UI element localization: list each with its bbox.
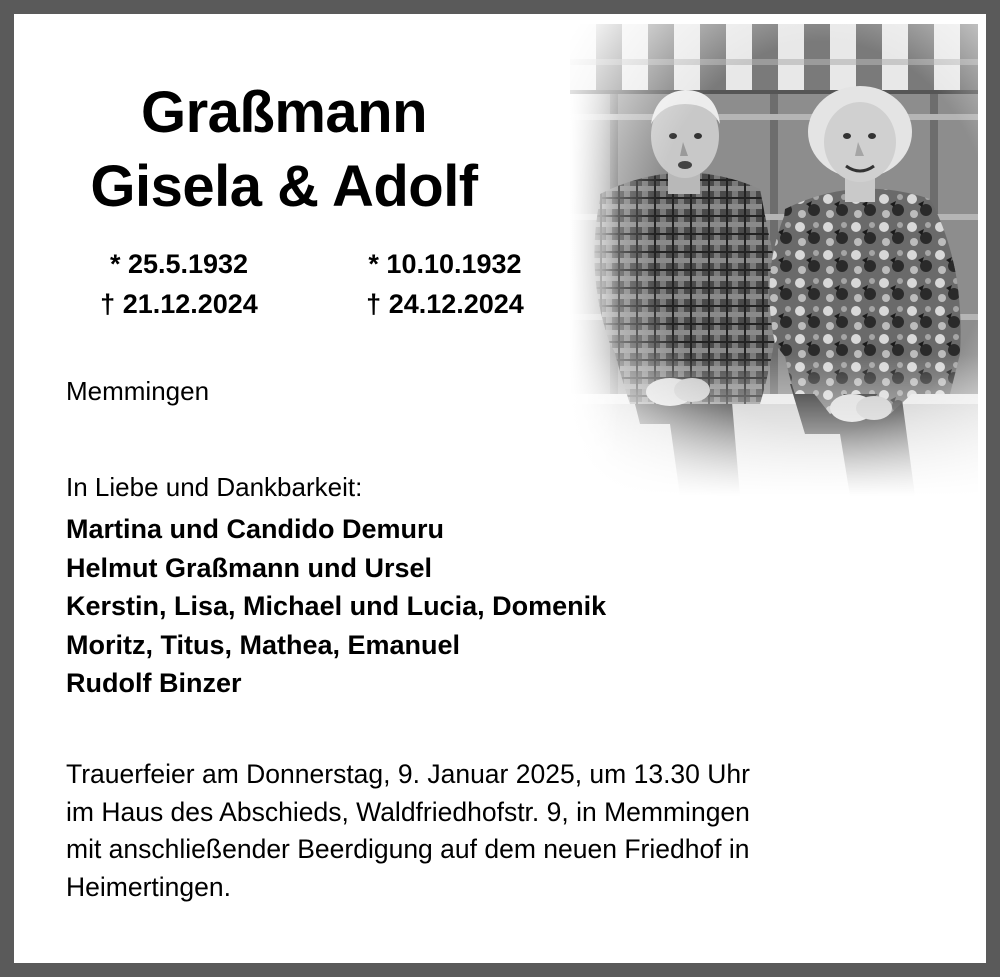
family-line: Kerstin, Lisa, Michael und Lucia, Domenik	[66, 591, 607, 621]
given-names-heading: Gisela & Adolf	[90, 154, 478, 219]
surname-heading: Graßmann	[140, 80, 428, 145]
service-line: Heimertingen.	[66, 871, 231, 902]
service-details	[66, 756, 966, 906]
intro-text: In Liebe und Dankbarkeit:	[66, 472, 363, 502]
family-line: Moritz, Titus, Mathea, Emanuel	[66, 629, 461, 660]
obituary-notice	[11, 11, 989, 966]
couple-photo	[570, 24, 978, 496]
service-line: mit anschließender Beerdigung auf dem neuen Friedhof in	[66, 834, 750, 864]
family-line: Rudolf Binzer	[66, 668, 242, 698]
death-date: † 21.12.2024	[100, 289, 258, 319]
place-text: Memmingen	[66, 376, 210, 406]
birth-date: * 25.5.1932	[109, 249, 249, 279]
family-line: Helmut Graßmann und Ursel	[66, 552, 433, 583]
family-line: Martina und Candido Demuru	[66, 514, 444, 544]
birth-date: * 10.10.1932	[368, 249, 522, 279]
death-date: † 24.12.2024	[366, 289, 524, 319]
dates-left-person	[74, 244, 284, 324]
service-line: im Haus des Abschieds, Waldfriedhofstr. 9, in Memmingen	[66, 796, 750, 827]
family-list	[66, 510, 606, 703]
dates-right-person	[340, 244, 550, 324]
service-line: Trauerfeier am Donnerstag, 9. Januar 2025, um 13.30 Uhr	[66, 759, 750, 789]
